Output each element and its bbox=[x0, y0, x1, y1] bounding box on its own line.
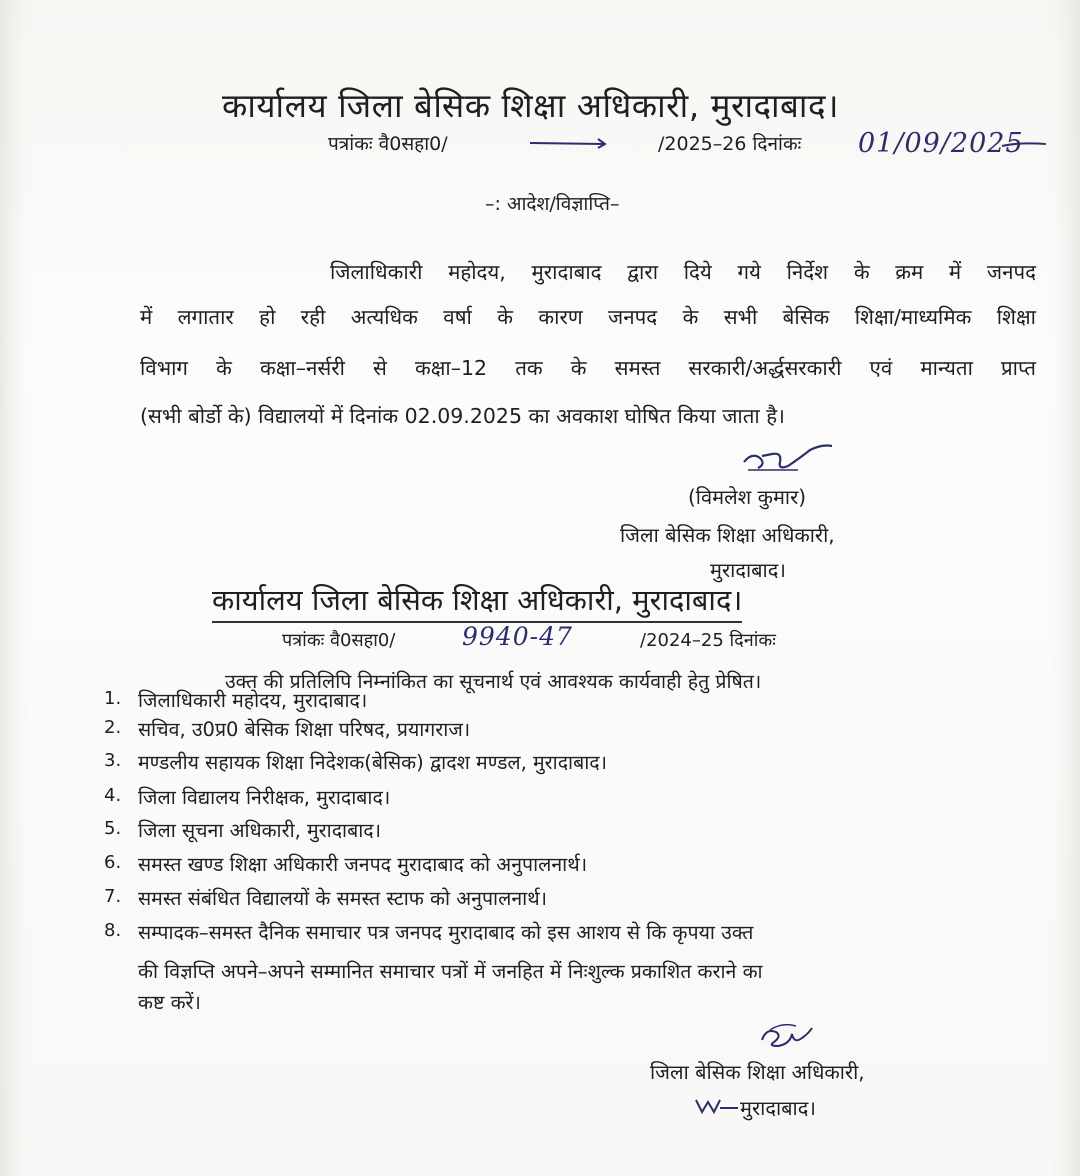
ref-blank-stroke bbox=[528, 136, 608, 150]
list-number: 7. bbox=[104, 886, 122, 907]
list-item: समस्त संबंधित विद्यालयों के समस्त स्टाफ को अनुपालनार्थ। bbox=[138, 887, 548, 910]
list-number: 1. bbox=[104, 688, 122, 709]
final-signatory-designation: जिला बेसिक शिक्षा अधिकारी, bbox=[650, 1060, 865, 1084]
order-heading: –: आदेश/विज्ञाप्ति– bbox=[485, 193, 620, 215]
order-line: जिलाधिकारी महोदय, मुरादाबाद द्वारा दिये गये निर्देश के क्रम में जनपद bbox=[330, 260, 1036, 284]
copy-office-title: कार्यालय जिला बेसिक शिक्षा अधिकारी, मुरादाबाद। bbox=[212, 580, 742, 623]
list-number: 3. bbox=[104, 750, 122, 771]
signature-2 bbox=[756, 1020, 816, 1056]
signatory-designation: जिला बेसिक शिक्षा अधिकारी, bbox=[620, 523, 835, 547]
order-line: (सभी बोर्डो के) विद्यालयों में दिनांक 02.09.2025 का अवकाश घोषित किया जाता है। bbox=[140, 404, 785, 428]
order-line: विभाग के कक्षा–नर्सरी से कक्षा–12 तक के समस्त सरकारी/अर्द्धसरकारी एवं मान्यता प्राप्त bbox=[140, 356, 1036, 380]
list-item: जिलाधिकारी महोदय, मुरादाबाद। bbox=[138, 689, 368, 712]
list-number: 5. bbox=[104, 818, 122, 839]
signatory-city: मुरादाबाद। bbox=[710, 558, 786, 582]
list-item: कष्ट करें। bbox=[138, 991, 201, 1014]
order-line: में लगातार हो रही अत्यधिक वर्षा के कारण जनपद के सभी बेसिक शिक्षा/माध्यमिक शिक्षा bbox=[140, 305, 1036, 329]
copy-intro: उक्त की प्रतिलिपि निम्नांकित का सूचनार्थ एवं आवश्यक कार्यवाही हेतु प्रेषित। bbox=[225, 670, 762, 693]
list-number: 8. bbox=[104, 920, 122, 941]
list-item: सचिव, उ0प्र0 बेसिक शिक्षा परिषद, प्रयागराज। bbox=[138, 718, 471, 741]
final-signatory-city: मुरादाबाद। bbox=[740, 1096, 816, 1120]
date-handwritten: 01/09/2025 bbox=[858, 128, 1024, 159]
list-item: मण्डलीय सहायक शिक्षा निदेशक(बेसिक) द्वादश मण्डल, मुरादाबाद। bbox=[138, 751, 608, 774]
office-title: कार्यालय जिला बेसिक शिक्षा अधिकारी, मुरादाबाद। bbox=[222, 86, 839, 125]
signature-1 bbox=[738, 440, 838, 480]
list-item: समस्त खण्ड शिक्षा अधिकारी जनपद मुरादाबाद को अनुपालनार्थ। bbox=[138, 853, 588, 876]
ref-year: /2025–26 दिनांकः bbox=[658, 133, 802, 155]
list-item: की विज्ञप्ति अपने–अपने सम्मानित समाचार पत्रों में जनहित में निःशुल्क प्रकाशित कराने का bbox=[138, 960, 763, 983]
signatory-name: (विमलेश कुमार) bbox=[688, 485, 807, 509]
list-item: सम्पादक–समस्त दैनिक समाचार पत्र जनपद मुरादाबाद को इस आशय से कि कृपया उक्त bbox=[138, 921, 754, 944]
list-item: जिला सूचना अधिकारी, मुरादाबाद। bbox=[138, 819, 382, 842]
ref-label: पत्रांकः वै0सहा0/ bbox=[328, 133, 448, 155]
list-item: जिला विद्यालय निरीक्षक, मुरादाबाद। bbox=[138, 786, 391, 809]
copy-ref-label: पत्रांकः वै0सहा0/ bbox=[282, 630, 396, 651]
date-underline-stroke bbox=[1000, 140, 1050, 150]
list-number: 6. bbox=[104, 852, 122, 873]
list-number: 2. bbox=[104, 717, 122, 738]
initials-mark bbox=[692, 1094, 742, 1116]
copy-ref-number-handwritten: 9940-47 bbox=[462, 622, 573, 651]
list-number: 4. bbox=[104, 785, 122, 806]
copy-ref-year: /2024–25 दिनांकः bbox=[640, 630, 776, 651]
